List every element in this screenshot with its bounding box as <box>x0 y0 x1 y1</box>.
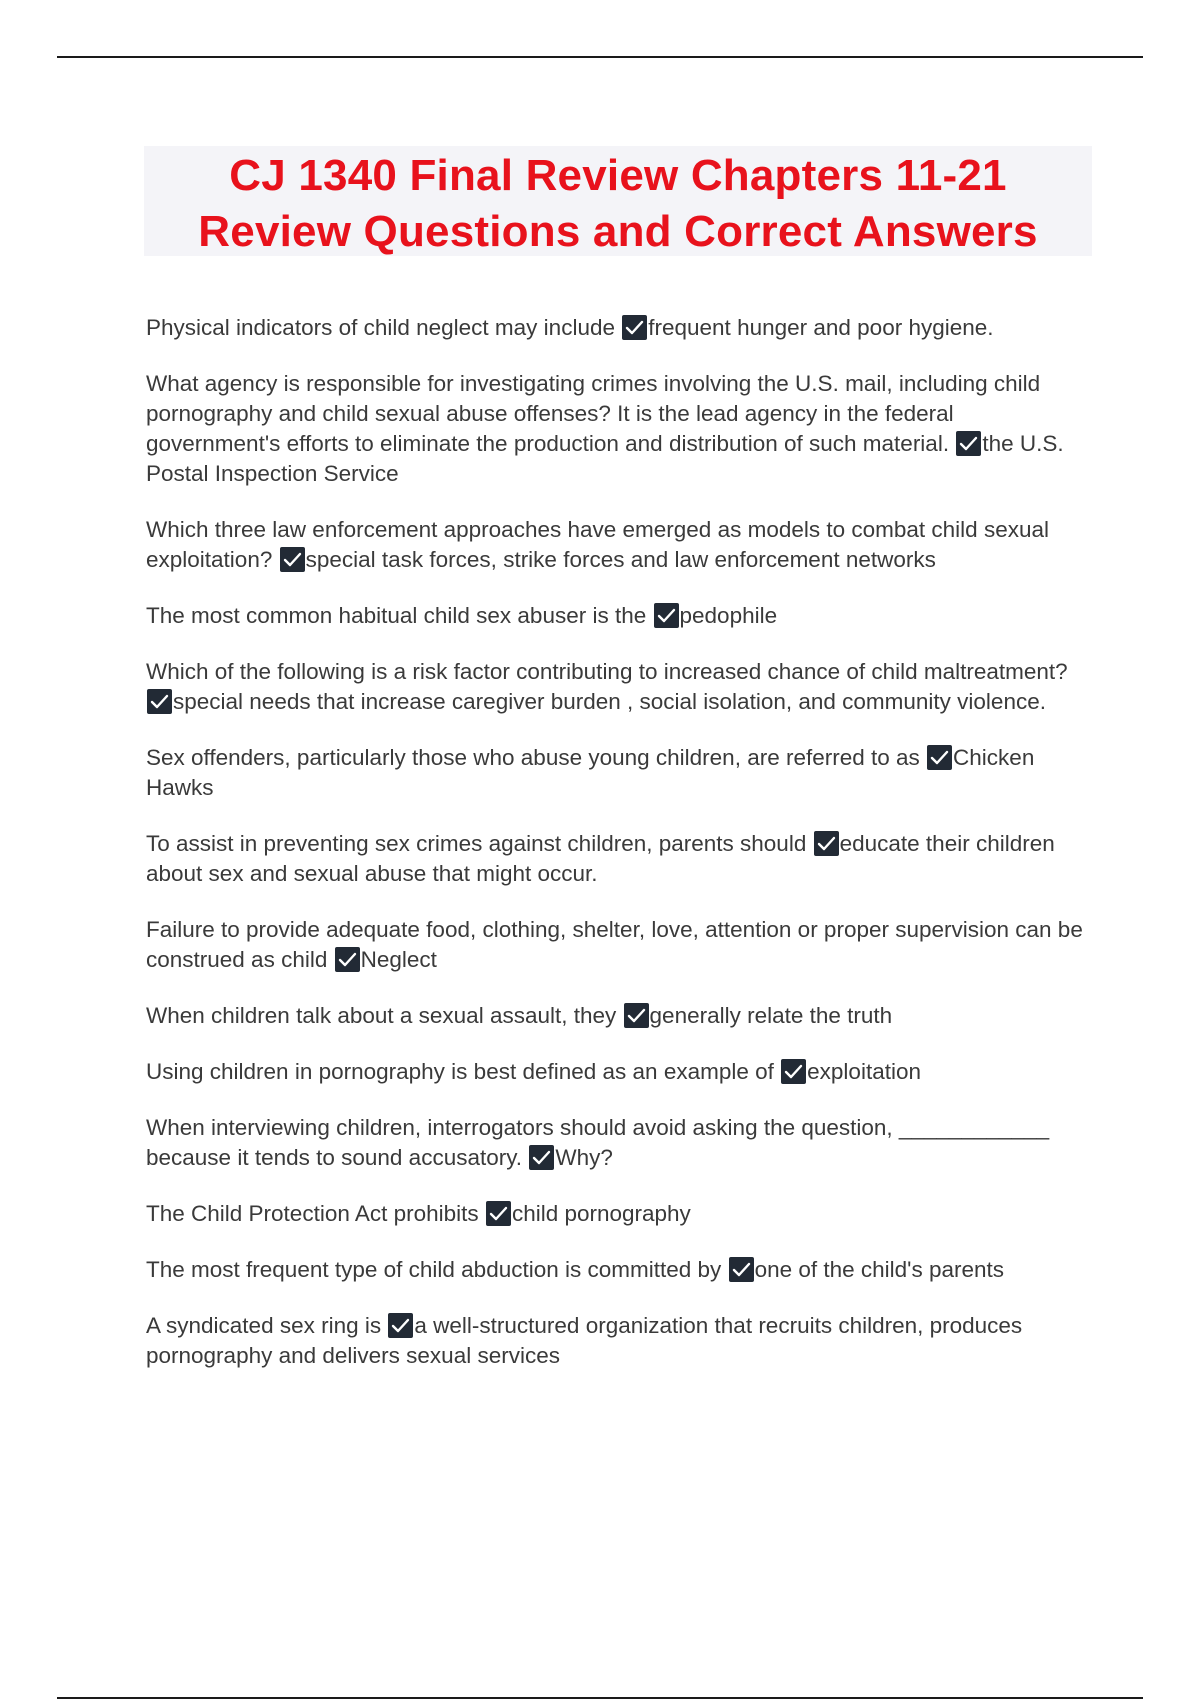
answer-text: child pornography <box>511 1201 691 1226</box>
question-text: What agency is responsible for investigating crimes involving the U.S. mail, including child pornography and child sexual abuse offenses? It is the lead agency in the federal government's efforts to eliminate the production and distribution of such material. <box>146 371 1041 456</box>
answer-text: exploitation <box>807 1059 921 1084</box>
answer-text: one of the child's parents <box>754 1257 1005 1282</box>
qa-item <box>146 1255 1091 1285</box>
answer-text: Why? <box>555 1145 613 1170</box>
qa-item <box>146 657 1091 717</box>
qa-item <box>146 313 1091 343</box>
check-box-icon <box>388 1313 413 1338</box>
check-box-icon <box>486 1201 511 1226</box>
check-box-icon <box>654 603 679 628</box>
qa-item <box>146 1199 1091 1229</box>
question-text: Using children in pornography is best defined as an example of <box>146 1059 774 1084</box>
check-box-icon <box>529 1145 554 1170</box>
qa-item <box>146 915 1091 975</box>
check-box-icon <box>927 745 952 770</box>
question-text: When interviewing children, interrogators should avoid asking the question, ____________ because it tends to sound accusatory. <box>146 1115 1050 1170</box>
answer-text: Chicken Hawks <box>146 745 1035 800</box>
qa-list <box>146 313 1091 1397</box>
qa-item <box>146 743 1091 803</box>
document-title-line-1: CJ 1340 Final Review Chapters 11-21 <box>229 151 1007 200</box>
qa-item <box>146 1113 1091 1173</box>
document-title-line-2: Review Questions and Correct Answers <box>198 207 1038 256</box>
question-text: A syndicated sex ring is <box>146 1313 382 1338</box>
question-text: Failure to provide adequate food, clothing, shelter, love, attention or proper supervision can be construed as child <box>146 917 1083 972</box>
qa-item <box>146 1057 1091 1087</box>
answer-text: Neglect <box>360 947 437 972</box>
question-text: The most common habitual child sex abuser is the <box>146 603 647 628</box>
check-box-icon <box>147 689 172 714</box>
qa-item <box>146 829 1091 889</box>
answer-text: special needs that increase caregiver burden , social isolation, and community violence. <box>173 689 1046 714</box>
answer-text: frequent hunger and poor hygiene. <box>648 315 994 340</box>
bottom-rule <box>57 1697 1143 1699</box>
check-box-icon <box>624 1003 649 1028</box>
check-box-icon <box>729 1257 754 1282</box>
check-box-icon <box>280 547 305 572</box>
question-text: Which of the following is a risk factor contributing to increased chance of child maltreatment? <box>146 659 1068 684</box>
question-text: Sex offenders, particularly those who abuse young children, are referred to as <box>146 745 920 770</box>
question-text: Which three law enforcement approaches have emerged as models to combat child sexual exploitation? <box>146 517 1049 572</box>
title-banner <box>144 146 1092 256</box>
question-text: The most frequent type of child abduction is committed by <box>146 1257 722 1282</box>
top-rule <box>57 56 1143 58</box>
answer-text: a well-structured organization that recruits children, produces pornography and delivers sexual services <box>146 1313 1023 1368</box>
qa-item <box>146 1311 1091 1371</box>
check-box-icon <box>622 315 647 340</box>
answer-text: generally relate the truth <box>649 1003 893 1028</box>
check-box-icon <box>814 831 839 856</box>
check-box-icon <box>956 431 981 456</box>
question-text: The Child Protection Act prohibits <box>146 1201 479 1226</box>
answer-text: educate their children about sex and sexual abuse that might occur. <box>146 831 1055 886</box>
qa-item <box>146 369 1091 489</box>
check-box-icon <box>781 1059 806 1084</box>
question-text: Physical indicators of child neglect may include <box>146 315 615 340</box>
check-box-icon <box>335 947 360 972</box>
question-text: When children talk about a sexual assault, they <box>146 1003 617 1028</box>
qa-item <box>146 515 1091 575</box>
answer-text: the U.S. Postal Inspection Service <box>146 431 1064 486</box>
answer-text: pedophile <box>679 603 778 628</box>
answer-text: special task forces, strike forces and law enforcement networks <box>305 547 936 572</box>
qa-item <box>146 601 1091 631</box>
question-text: To assist in preventing sex crimes against children, parents should <box>146 831 807 856</box>
qa-item <box>146 1001 1091 1031</box>
